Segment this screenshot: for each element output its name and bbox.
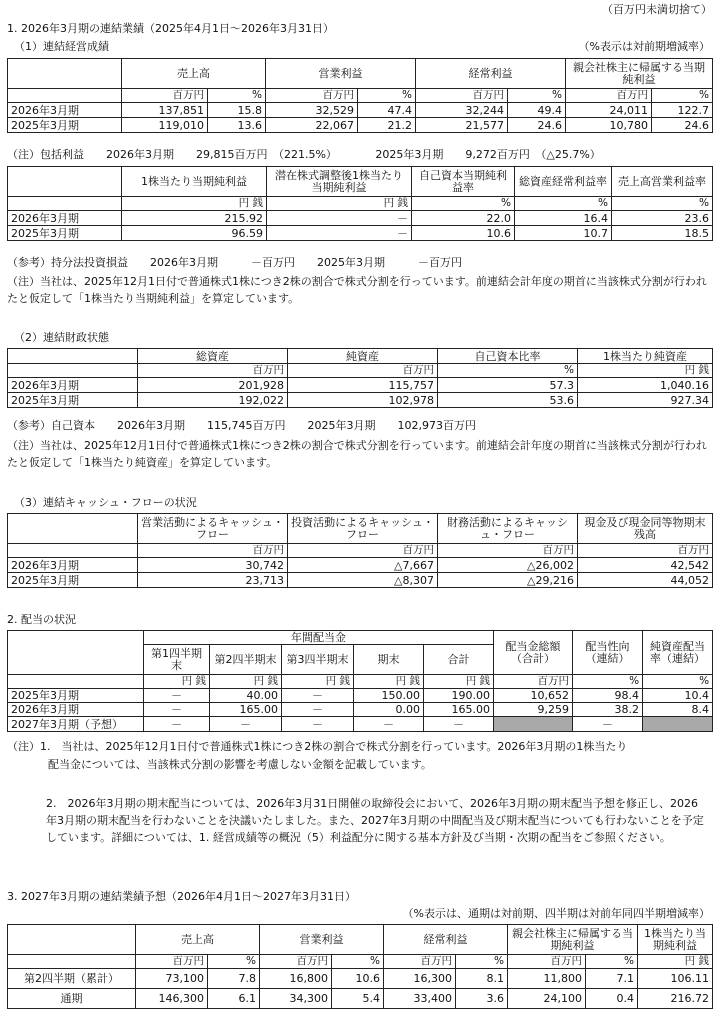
value-cell: 24,011 [566,103,652,118]
unit-cell: % [573,675,643,689]
unit-cell: 百万円 [384,955,456,969]
value-cell: 115,757 [288,378,438,393]
pct-note: （%表示は対前期増減率） [578,40,710,53]
row-label: 2026年3月期 [8,378,138,393]
header-operating-cf: 営業活動によるキャッシュ・フロー [138,514,288,544]
value-cell: 1,040.16 [578,378,713,393]
corner-cell [8,514,138,544]
value-cell: － [144,689,210,703]
financial-position-table [7,348,713,408]
corner-cell [8,631,144,675]
value-cell: 165.00 [424,703,494,717]
value-cell: － [210,717,282,732]
value-cell: 10.7 [515,226,612,241]
value-cell: 40.00 [210,689,282,703]
value-cell: 16.4 [515,211,612,226]
unit-cell: % [412,197,515,211]
unit-cell: % [515,197,612,211]
unit-cell: % [508,89,566,103]
row-label: 2026年3月期 [8,103,122,118]
row-label: 2025年3月期 [8,226,122,241]
value-cell: 8.4 [643,703,713,717]
header-ordinary-income: 経常利益 [384,925,508,955]
value-cell: 0.00 [354,703,424,717]
row-label: 2025年3月期 [8,118,122,133]
value-cell: 73,100 [136,969,208,989]
unit-cell: % [208,89,266,103]
value-cell: 10.6 [412,226,515,241]
unit-cell: 円 銭 [144,675,210,689]
unit-cell: % [358,89,416,103]
value-cell: 49.4 [508,103,566,118]
value-cell: 190.00 [424,689,494,703]
unit-cell: 円 銭 [267,197,412,211]
corner-cell [8,59,122,89]
value-cell: － [282,703,354,717]
header-doe: 純資産配当率（連結） [643,631,713,675]
value-cell: 16,800 [260,969,332,989]
value-cell: 10.4 [643,689,713,703]
unit-cell: % [438,364,578,378]
unit-cell: % [643,675,713,689]
value-cell: 96.59 [122,226,267,241]
value-cell: 11,800 [508,969,586,989]
value-cell: 137,851 [122,103,208,118]
value-cell: 10,780 [566,118,652,133]
header-operating-margin: 売上高営業利益率 [612,167,713,197]
row-label: 2026年3月期 [8,211,122,226]
value-cell: 32,529 [266,103,358,118]
header-roa: 総資産経常利益率 [515,167,612,197]
value-cell: 216.72 [638,989,713,1009]
stock-split-note-eps: （注）当社は、2025年12月1日付で普通株式1株につき2株の割合で株式分割を行っています。前連結会計年度の期首に当該株式分割が行われたと仮定して「1株当たり当期純利益」を算定しています。 [7,275,707,305]
unit-cell: 百万円 [578,544,713,558]
unit-cell: % [456,955,508,969]
header-net-assets: 純資産 [288,349,438,364]
value-cell: 24.6 [508,118,566,133]
unit-cell: 百万円 [416,89,508,103]
value-cell: 30,742 [138,558,288,573]
unit-cell: % [208,955,260,969]
value-cell: 33,400 [384,989,456,1009]
header-net-income: 親会社株主に帰属する当期純利益 [508,925,638,955]
value-cell: 38.2 [573,703,643,717]
sub-heading-financial-position: （2）連結財政状態 [14,331,109,344]
unit-cell: 百万円 [494,675,573,689]
unit-label-cell [8,675,144,689]
dividend-note-2: 2. 2026年3月期の期末配当については、2026年3月31日開催の取締役会において、2026年3月期の期末配当予想を修正し、2026年3月期の期末配当を行わないことを決議いたしました。また、2027年3月期の中間配当及び期末配当についても行わないことを予定しています。詳細については、1. 経営成績等の概況（5）利益配分に関する基本方針及び当期・次期の配当をご参照ください。 [46,797,704,844]
unit-cell: 円 銭 [354,675,424,689]
header-equity-ratio: 自己資本比率 [438,349,578,364]
dividend-note-1a: （注）1. 当社は、2025年12月1日付で普通株式1株につき2株の割合で株式分割を行っています。2026年3月期の1株当たり [7,740,628,753]
header-ordinary-income: 経常利益 [416,59,566,89]
value-cell: 18.5 [612,226,713,241]
dividends-table [7,630,713,732]
header-payout-ratio: 配当性向（連結） [573,631,643,675]
value-cell: 927.34 [578,393,713,408]
value-cell: 146,300 [136,989,208,1009]
header-bps: 1株当たり純資産 [578,349,713,364]
value-cell: 8.1 [456,969,508,989]
header-total-dividends: 配当金総額（合計） [494,631,573,675]
unit-label-cell [8,197,122,211]
value-cell: 21,577 [416,118,508,133]
value-cell: 3.6 [456,989,508,1009]
unit-cell: % [612,197,713,211]
header-total-assets: 総資産 [138,349,288,364]
header-q2-end: 第2四半期末 [210,645,282,675]
header-net-income: 親会社株主に帰属する当期純利益 [566,59,713,89]
value-cell: 15.8 [208,103,266,118]
row-label: 2025年3月期 [8,393,138,408]
value-cell: △8,307 [288,573,438,588]
value-cell: 106.11 [638,969,713,989]
value-cell: 34,300 [260,989,332,1009]
header-roe: 自己資本当期純利益率 [412,167,515,197]
value-cell: 201,928 [138,378,288,393]
value-cell: 9,259 [494,703,573,717]
value-cell: 122.7 [652,103,713,118]
value-cell: 5.4 [332,989,384,1009]
value-cell: △29,216 [438,573,578,588]
unit-cell: 百万円 [138,364,288,378]
unit-cell: 百万円 [122,89,208,103]
header-investing-cf: 投資活動によるキャッシュ・フロー [288,514,438,544]
header-operating-income: 営業利益 [260,925,384,955]
value-cell: 13.6 [208,118,266,133]
unit-cell: 百万円 [508,955,586,969]
unit-cell: 百万円 [136,955,208,969]
header-sales: 売上高 [136,925,260,955]
cash-flow-table [7,513,713,588]
unit-cell: 円 銭 [282,675,354,689]
corner-cell [8,349,138,364]
value-cell: 47.4 [358,103,416,118]
header-operating-income: 営業利益 [266,59,416,89]
value-cell: △7,667 [288,558,438,573]
unit-cell: 円 銭 [210,675,282,689]
unit-cell: 百万円 [138,544,288,558]
value-cell: 98.4 [573,689,643,703]
value-cell: 165.00 [210,703,282,717]
value-cell: － [267,211,412,226]
value-cell: 10.6 [332,969,384,989]
value-cell: － [573,717,643,732]
unit-cell: 円 銭 [578,364,713,378]
header-financing-cf: 財務活動によるキャッシュ・フロー [438,514,578,544]
unit-cell: 円 銭 [424,675,494,689]
value-cell: 32,244 [416,103,508,118]
row-label: 第2四半期（累計） [8,969,136,989]
unit-cell: % [586,955,638,969]
unit-cell: 円 銭 [122,197,267,211]
value-cell: － [282,717,354,732]
equity-method-note: （参考）持分法投資損益 2026年3月期 －百万円 2025年3月期 －百万円 [7,256,462,269]
section2-heading: 2. 配当の状況 [7,613,76,626]
unit-label-cell [8,364,138,378]
value-cell: － [424,717,494,732]
header-q1-end: 第1四半期末 [144,645,210,675]
unit-cell: 百万円 [438,544,578,558]
row-label: 2025年3月期 [8,689,144,703]
value-cell: － [354,717,424,732]
value-cell: 10,652 [494,689,573,703]
value-cell: 7.1 [586,969,638,989]
value-cell: 7.8 [208,969,260,989]
value-cell: 215.92 [122,211,267,226]
value-cell: △26,002 [438,558,578,573]
forecast-pct-note: （%表示は、通期は対前期、四半期は対前年同四半期増減率） [402,907,710,920]
value-cell: 0.4 [586,989,638,1009]
value-cell: 24.6 [652,118,713,133]
header-total: 合計 [424,645,494,675]
row-label: 2026年3月期 [8,703,144,717]
value-cell: － [267,226,412,241]
shaded-cell [494,717,573,732]
unit-cell: 百万円 [566,89,652,103]
value-cell: － [282,689,354,703]
comprehensive-income-note: （注）包括利益 2026年3月期 29,815百万円 （221.5%） 2025年3月期 9,272百万円 （△25.7%） [7,148,601,161]
unit-label-cell [8,544,138,558]
header-eps: 1株当たり当期純利益 [122,167,267,197]
value-cell: 53.6 [438,393,578,408]
section3-heading: 3. 2027年3月期の連結業績予想（2026年4月1日～2027年3月31日） [7,890,356,903]
value-cell: 57.3 [438,378,578,393]
unit-cell: 百万円 [266,89,358,103]
header-year-end: 期末 [354,645,424,675]
value-cell: 16,300 [384,969,456,989]
header-q3-end: 第3四半期末 [282,645,354,675]
unit-note: （百万円未満切捨て） [602,3,712,16]
value-cell: 21.2 [358,118,416,133]
value-cell: 6.1 [208,989,260,1009]
dividend-note-1b: 配当金については、当該株式分割の影響を考慮しない金額を記載しています。 [48,758,432,771]
forecast-table [7,924,713,1009]
value-cell: 150.00 [354,689,424,703]
sub-heading-results: （1）連結経営成績 [14,40,109,53]
value-cell: 23.6 [612,211,713,226]
value-cell: 23,713 [138,573,288,588]
header-diluted-eps: 潜在株式調整後1株当たり当期純利益 [267,167,412,197]
value-cell: 102,978 [288,393,438,408]
shaded-cell [643,717,713,732]
section1-heading: 1. 2026年3月期の連結業績（2025年4月1日～2026年3月31日） [7,22,334,35]
unit-label-cell [8,89,122,103]
value-cell: 22,067 [266,118,358,133]
value-cell: 22.0 [412,211,515,226]
corner-cell [8,167,122,197]
row-label: 2026年3月期 [8,558,138,573]
header-sales: 売上高 [122,59,266,89]
per-share-ratios-table [7,166,713,241]
unit-cell: 百万円 [260,955,332,969]
unit-cell: 円 銭 [638,955,713,969]
value-cell: 44,052 [578,573,713,588]
value-cell: 192,022 [138,393,288,408]
consolidated-results-table [7,58,713,133]
row-label: 2025年3月期 [8,573,138,588]
corner-cell [8,925,136,955]
row-label: 通期 [8,989,136,1009]
unit-label-cell [8,955,136,969]
value-cell: － [144,703,210,717]
row-label: 2027年3月期（予想） [8,717,144,732]
unit-cell: 百万円 [288,364,438,378]
stock-split-note-bps: （注）当社は、2025年12月1日付で普通株式1株につき2株の割合で株式分割を行っています。前連結会計年度の期首に当該株式分割が行われたと仮定して「1株当たり純資産」を算定しています。 [7,439,707,469]
header-cash-balance: 現金及び現金同等物期末残高 [578,514,713,544]
header-eps: 1株当たり当期純利益 [638,925,713,955]
unit-cell: 百万円 [288,544,438,558]
value-cell: － [144,717,210,732]
value-cell: 119,010 [122,118,208,133]
sub-heading-cash-flow: （3）連結キャッシュ・フローの状況 [14,496,197,509]
unit-cell: % [652,89,713,103]
value-cell: 24,100 [508,989,586,1009]
equity-capital-note: （参考）自己資本 2026年3月期 115,745百万円 2025年3月期 102,973百万円 [7,419,476,432]
header-annual-dividends: 年間配当金 [144,631,494,645]
value-cell: 42,542 [578,558,713,573]
unit-cell: % [332,955,384,969]
